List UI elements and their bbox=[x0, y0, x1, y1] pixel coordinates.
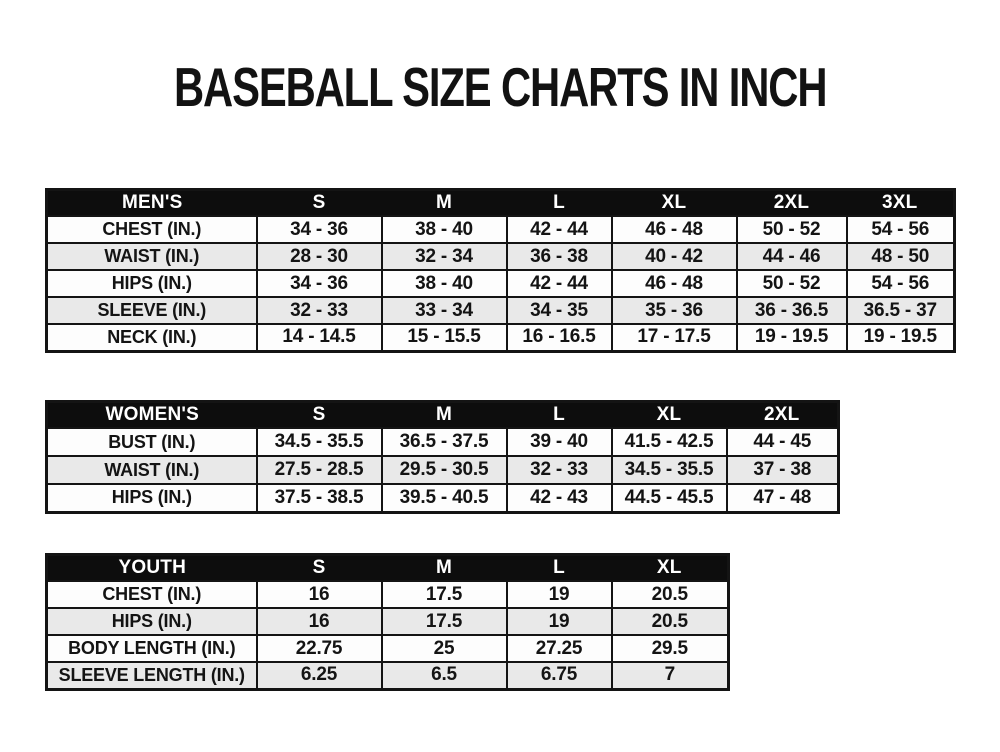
size-value-cell: 50 - 52 bbox=[737, 216, 847, 243]
row-label: WAIST (IN.) bbox=[47, 243, 257, 270]
row-label: HIPS (IN.) bbox=[47, 270, 257, 297]
mens-table-row bbox=[47, 324, 955, 351]
size-value-cell: 50 - 52 bbox=[737, 270, 847, 297]
youth-table-row bbox=[47, 581, 729, 608]
size-value-cell: 20.5 bbox=[612, 581, 729, 608]
column-header-m: M bbox=[382, 190, 507, 217]
youth-size-table bbox=[45, 553, 730, 691]
size-value-cell: 38 - 40 bbox=[382, 216, 507, 243]
mens-header-row bbox=[47, 190, 955, 217]
size-value-cell: 22.75 bbox=[257, 635, 382, 662]
size-value-cell: 7 bbox=[612, 662, 729, 689]
page-title: BASEBALL SIZE CHARTS IN INCH bbox=[173, 56, 827, 118]
size-value-cell: 33 - 34 bbox=[382, 297, 507, 324]
column-header-m: M bbox=[382, 555, 507, 582]
size-value-cell: 32 - 33 bbox=[257, 297, 382, 324]
size-value-cell: 32 - 33 bbox=[507, 456, 612, 484]
size-value-cell: 16 - 16.5 bbox=[507, 324, 612, 351]
column-header-2xl: 2XL bbox=[737, 190, 847, 217]
size-value-cell: 44 - 46 bbox=[737, 243, 847, 270]
size-value-cell: 40 - 42 bbox=[612, 243, 737, 270]
size-value-cell: 34 - 35 bbox=[507, 297, 612, 324]
youth-table-row bbox=[47, 635, 729, 662]
womens-table-row bbox=[47, 484, 839, 512]
column-header-xl: XL bbox=[612, 402, 727, 429]
size-value-cell: 32 - 34 bbox=[382, 243, 507, 270]
size-value-cell: 41.5 - 42.5 bbox=[612, 428, 727, 456]
youth-table-row bbox=[47, 662, 729, 689]
column-header-l: L bbox=[507, 190, 612, 217]
size-value-cell: 47 - 48 bbox=[727, 484, 839, 512]
size-value-cell: 39.5 - 40.5 bbox=[382, 484, 507, 512]
column-header-s: S bbox=[257, 555, 382, 582]
size-value-cell: 36 - 36.5 bbox=[737, 297, 847, 324]
youth-table-row bbox=[47, 608, 729, 635]
youth-table-title: YOUTH bbox=[47, 555, 257, 582]
mens-table-title: MEN'S bbox=[47, 190, 257, 217]
column-header-s: S bbox=[257, 190, 382, 217]
size-value-cell: 42 - 44 bbox=[507, 270, 612, 297]
page-title-wrap bbox=[0, 56, 1000, 118]
row-label: HIPS (IN.) bbox=[47, 484, 257, 512]
womens-table-row bbox=[47, 456, 839, 484]
size-value-cell: 6.25 bbox=[257, 662, 382, 689]
size-value-cell: 16 bbox=[257, 608, 382, 635]
size-value-cell: 54 - 56 bbox=[847, 216, 955, 243]
size-value-cell: 28 - 30 bbox=[257, 243, 382, 270]
size-value-cell: 19 bbox=[507, 581, 612, 608]
size-value-cell: 16 bbox=[257, 581, 382, 608]
size-value-cell: 36.5 - 37 bbox=[847, 297, 955, 324]
size-value-cell: 46 - 48 bbox=[612, 216, 737, 243]
womens-table-row bbox=[47, 428, 839, 456]
womens-table-title: WOMEN'S bbox=[47, 402, 257, 429]
size-value-cell: 27.5 - 28.5 bbox=[257, 456, 382, 484]
size-value-cell: 19 - 19.5 bbox=[847, 324, 955, 351]
size-value-cell: 17.5 bbox=[382, 581, 507, 608]
column-header-s: S bbox=[257, 402, 382, 429]
size-value-cell: 29.5 bbox=[612, 635, 729, 662]
mens-table-row bbox=[47, 243, 955, 270]
row-label: HIPS (IN.) bbox=[47, 608, 257, 635]
size-value-cell: 36 - 38 bbox=[507, 243, 612, 270]
size-value-cell: 46 - 48 bbox=[612, 270, 737, 297]
size-value-cell: 19 bbox=[507, 608, 612, 635]
size-value-cell: 37.5 - 38.5 bbox=[257, 484, 382, 512]
size-value-cell: 48 - 50 bbox=[847, 243, 955, 270]
mens-size-table bbox=[45, 188, 956, 353]
row-label: WAIST (IN.) bbox=[47, 456, 257, 484]
column-header-m: M bbox=[382, 402, 507, 429]
mens-table-row bbox=[47, 216, 955, 243]
size-value-cell: 27.25 bbox=[507, 635, 612, 662]
size-value-cell: 34.5 - 35.5 bbox=[612, 456, 727, 484]
size-value-cell: 14 - 14.5 bbox=[257, 324, 382, 351]
row-label: CHEST (IN.) bbox=[47, 581, 257, 608]
column-header-l: L bbox=[507, 555, 612, 582]
size-value-cell: 34.5 - 35.5 bbox=[257, 428, 382, 456]
size-value-cell: 19 - 19.5 bbox=[737, 324, 847, 351]
size-value-cell: 17.5 bbox=[382, 608, 507, 635]
size-value-cell: 34 - 36 bbox=[257, 216, 382, 243]
size-value-cell: 25 bbox=[382, 635, 507, 662]
column-header-l: L bbox=[507, 402, 612, 429]
womens-header-row bbox=[47, 402, 839, 429]
size-value-cell: 44 - 45 bbox=[727, 428, 839, 456]
column-header-3xl: 3XL bbox=[847, 190, 955, 217]
size-value-cell: 37 - 38 bbox=[727, 456, 839, 484]
row-label: NECK (IN.) bbox=[47, 324, 257, 351]
womens-size-table bbox=[45, 400, 840, 514]
row-label: SLEEVE (IN.) bbox=[47, 297, 257, 324]
size-value-cell: 17 - 17.5 bbox=[612, 324, 737, 351]
size-value-cell: 36.5 - 37.5 bbox=[382, 428, 507, 456]
size-value-cell: 42 - 43 bbox=[507, 484, 612, 512]
size-value-cell: 38 - 40 bbox=[382, 270, 507, 297]
size-value-cell: 44.5 - 45.5 bbox=[612, 484, 727, 512]
size-value-cell: 6.5 bbox=[382, 662, 507, 689]
mens-table-row bbox=[47, 270, 955, 297]
size-value-cell: 29.5 - 30.5 bbox=[382, 456, 507, 484]
size-value-cell: 6.75 bbox=[507, 662, 612, 689]
row-label: BODY LENGTH (IN.) bbox=[47, 635, 257, 662]
column-header-xl: XL bbox=[612, 190, 737, 217]
size-value-cell: 35 - 36 bbox=[612, 297, 737, 324]
column-header-xl: XL bbox=[612, 555, 729, 582]
youth-header-row bbox=[47, 555, 729, 582]
size-value-cell: 15 - 15.5 bbox=[382, 324, 507, 351]
mens-table-row bbox=[47, 297, 955, 324]
size-value-cell: 54 - 56 bbox=[847, 270, 955, 297]
column-header-2xl: 2XL bbox=[727, 402, 839, 429]
size-value-cell: 42 - 44 bbox=[507, 216, 612, 243]
size-value-cell: 39 - 40 bbox=[507, 428, 612, 456]
row-label: SLEEVE LENGTH (IN.) bbox=[47, 662, 257, 689]
row-label: BUST (IN.) bbox=[47, 428, 257, 456]
row-label: CHEST (IN.) bbox=[47, 216, 257, 243]
size-value-cell: 20.5 bbox=[612, 608, 729, 635]
size-value-cell: 34 - 36 bbox=[257, 270, 382, 297]
